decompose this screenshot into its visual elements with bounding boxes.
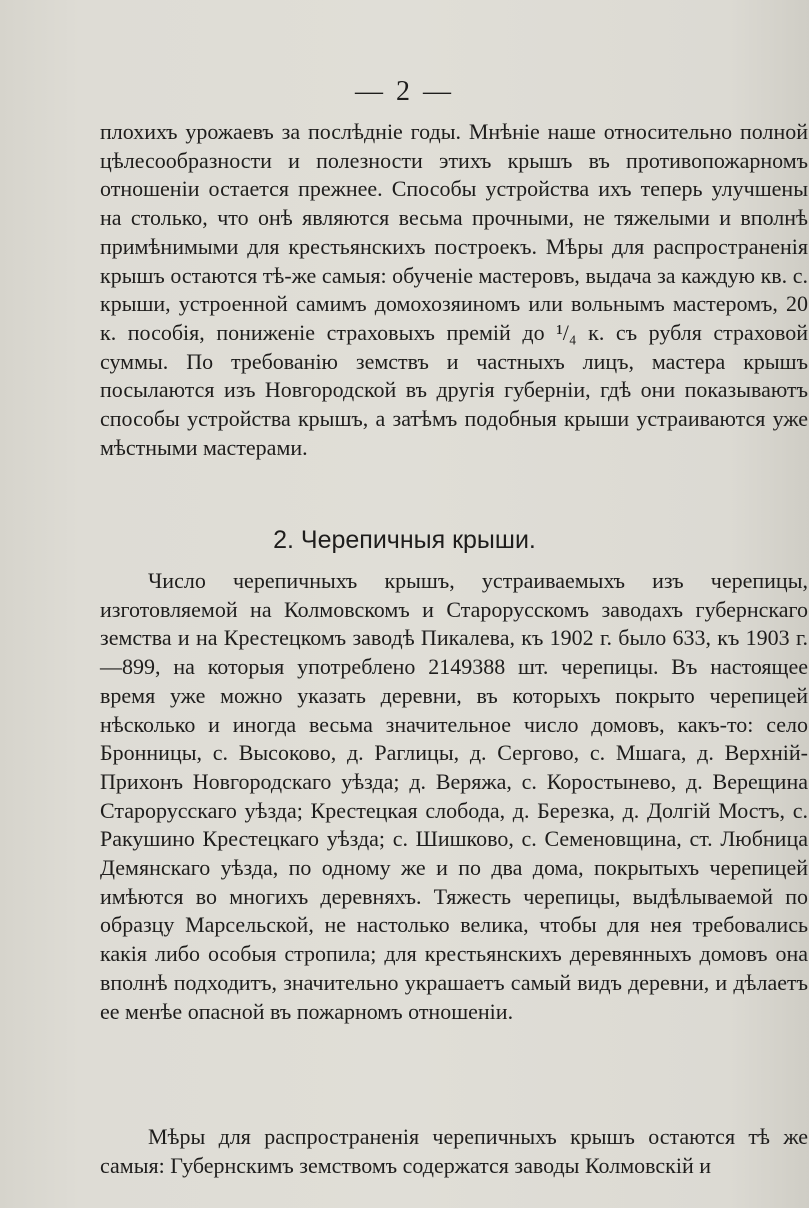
- paragraph-1: плохихъ урожаевъ за послѣдніе годы. Мнѣніе наше относительно полной цѣлесообразности и полезности этихъ крышъ въ противопожарномъ отношеніи остается прежнее. Способы устройства ихъ теперь улучшены на столько, что онѣ являются весьма прочными, не тяжелыми и вполнѣ примѣнимыми для крестьянскихъ построекъ. Мѣры для распространенія крышъ остаются тѣ-же самыя: обученіе мастеровъ, выдача за каждую кв. с. крыши, устроенной самимъ домохозяиномъ или вольнымъ мастеромъ, 20 к. пособія, пониженіе страховыхъ премій до ¹/₄ к. съ рубля страховой суммы. По требованію земствъ и частныхъ лицъ, мастера крышъ посылаются изъ Новгородской въ другія губерніи, гдѣ они показываютъ способы устройства крышъ, а затѣмъ подобныя крыши устраиваются уже мѣстными мастерами.: [100, 119, 808, 460]
- paragraph-3: Мѣры для распространенія черепичныхъ крышъ остаются тѣ же самыя: Губернскимъ земствомъ содержатся заводы Колмовскій и: [100, 1124, 808, 1178]
- page-number: — 2 —: [355, 76, 454, 107]
- paragraph-2: Число черепичныхъ крышъ, устраиваемыхъ изъ черепицы, изготовляемой на Колмовскомъ и Старорусскомъ заводахъ губернскаго земства и на Крестецкомъ заводѣ Пикалева, къ 1902 г. было 633, къ 1903 г.—899, на которыя употреблено 2149388 шт. черепицы. Въ настоящее время уже можно указать деревни, въ которыхъ покрыто черепицей нѣсколько и иногда весьма значительное число домовъ, какъ-то: село Бронницы, с. Высоково, д. Раглицы, д. Сергово, с. Мшага, д. Верхній-Прихонъ Новгородскаго уѣзда; д. Веряжа, с. Коростынево, д. Верещина Старорусскаго уѣзда; Крестецкая слобода, д. Березка, д. Долгій Мостъ, с. Ракушино Крестецкаго уѣзда; с. Шишково, с. Семеновщина, ст. Любница Демянскаго уѣзда, по одному же и по два дома, покрытыхъ черепицей имѣются во многихъ деревняхъ. Тяжесть черепицы, выдѣлываемой по образцу Марсельской, не настолько велика, чтобы для нея требовались какія либо особыя стропила; для крестьянскихъ деревянныхъ домовъ она вполнѣ подходитъ, значительно украшаетъ самый видъ деревни, и дѣлаетъ ее менѣе опасной въ пожарномъ отношеніи.: [100, 568, 808, 1024]
- section-heading: 2. Черепичныя крыши.: [273, 526, 536, 554]
